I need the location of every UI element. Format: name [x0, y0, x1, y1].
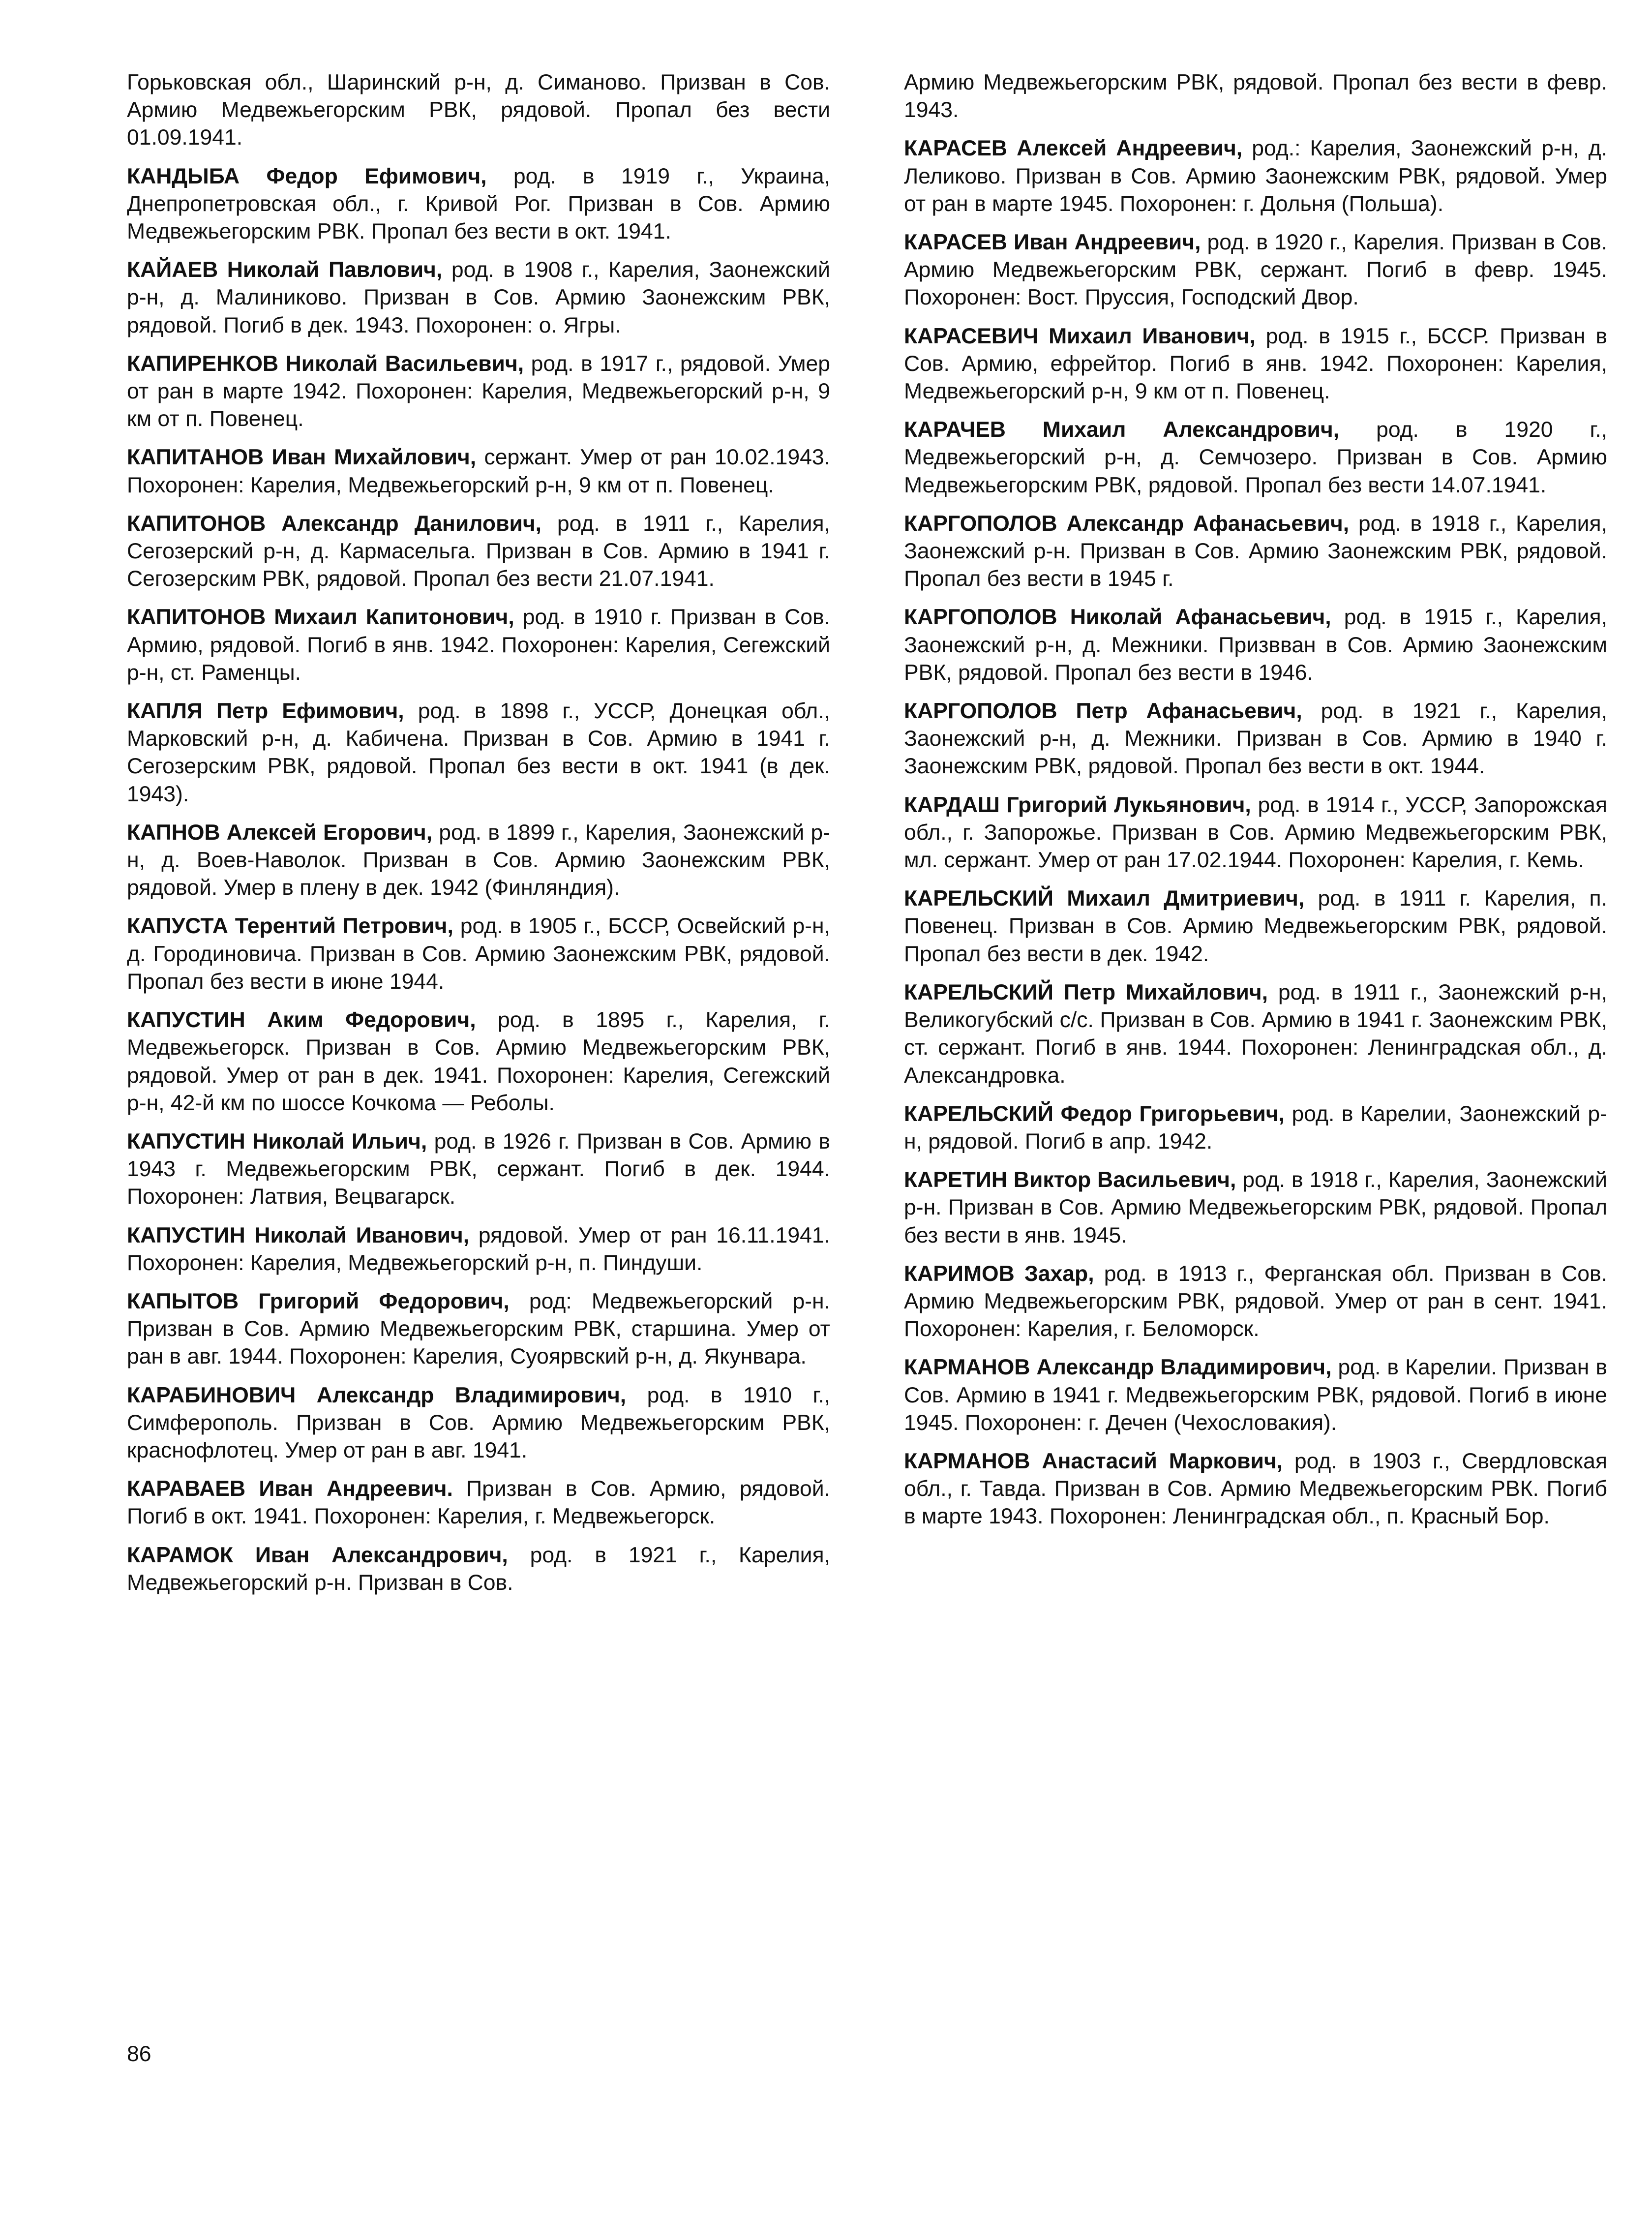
- entry-name: КАРГОПОЛОВ Николай Афанасьевич,: [904, 605, 1331, 630]
- entry-text: род. в 1920 г., Медвежьегорский р-н, д. Семчозеро. Призван в Сов. Армию Медвежьегорским РВК, рядовой. Пропал без вести 14.07.1941.: [904, 418, 1607, 497]
- entry-text: род. в 1917 г., рядовой. Умер от ран в марте 1942. Похоронен: Карелия, Медвежьегорский р-н, 9 км от п. Повенец.: [127, 351, 830, 431]
- entry-name: КАПУСТА Терентий Петрович,: [127, 914, 453, 939]
- entry-text: род. в 1903 г., Свердловская обл., г. Тавда. Призван в Сов. Армию Медвежьегорским РВК. Погиб в марте 1943. Похоронен: Ленинградская обл., п. Красный Бор.: [904, 1449, 1607, 1529]
- entry-text: род. в 1918 г., Карелия, Заонежский р-н. Призван в Сов. Армию Заонежским РВК, рядовой. Пропал без вести в 1945 г.: [904, 511, 1607, 591]
- entry-text: род. в 1915 г., БССР. Призван в Сов. Армию, ефрейтор. Погиб в янв. 1942. Похоронен: Карелия, Медвежьегорский р-н, 9 км от п. Повенец.: [904, 324, 1607, 404]
- entry-text: род. в 1908 г., Карелия, Заонежский р-н, д. Малиниково. Призван в Сов. Армию Заонежским РВК, рядовой. Погиб в дек. 1943. Похоронен: о. Ягры.: [127, 258, 830, 337]
- entry: [904, 885, 1607, 968]
- entry-name: КАРМАНОВ Александр Владимирович,: [904, 1355, 1332, 1380]
- entry-text: род: Медвежьегорский р-н. Призван в Сов. Армию Медвежьегорским РВК, старшина. Умер от ран в авг. 1944. Похоронен: Карелия, Суоярвский р-н, д. Якунвара.: [127, 1289, 830, 1369]
- entry-text: род. в 1913 г., Ферганская обл. Призван в Сов. Армию Медвежьегорским РВК, рядовой. Умер от ран в сент. 1941. Похоронен: Карелия, г. Беломорск.: [904, 1261, 1607, 1341]
- entry-name: КАПИРЕНКОВ Николай Васильевич,: [127, 351, 524, 376]
- entry: [127, 444, 830, 499]
- entry-text: род. в 1918 г., Карелия, Заонежский р-н. Призван в Сов. Армию Медвежьегорским РВК, рядовой. Пропал без вести в янв. 1945.: [904, 1168, 1607, 1247]
- entry-text: род. в Карелии. Призван в Сов. Армию в 1941 г. Медвежьегорским РВК, рядовой. Погиб в июне 1945. Похоронен: г. Дечен (Чехословакия).: [904, 1355, 1607, 1435]
- entry: [127, 510, 830, 593]
- entry: [904, 229, 1607, 312]
- entry-text: род. в 1910 г. Призван в Сов. Армию, рядовой. Погиб в янв. 1942. Похоронен: Карелия, Сегежский р-н, ст. Раменцы.: [127, 605, 831, 685]
- entry-text: род. в 1919 г., Украина, Днепропетровская обл., г. Кривой Рог. Призван в Сов. Армию Медвежьегорским РВК. Пропал без вести в окт. 1941.: [127, 164, 830, 244]
- entry-name: КАРЕЛЬСКИЙ Михаил Дмитриевич,: [904, 886, 1305, 911]
- entry: [127, 1288, 830, 1371]
- right-column: [904, 69, 1607, 1542]
- entry: [904, 1100, 1607, 1155]
- entry-text: род. в 1910 г., Симферополь. Призван в Сов. Армию Медвежьегорским РВК, краснофлотец. Умер от ран в авг. 1941.: [127, 1383, 830, 1462]
- entry-name: КАПНОВ Алексей Егорович,: [127, 820, 433, 845]
- entry: [904, 510, 1607, 593]
- entry-name: КАРМАНОВ Анастасий Маркович,: [904, 1449, 1283, 1473]
- entry: [127, 1006, 830, 1117]
- entry-name: КАРАМОК Иван Александрович,: [127, 1543, 508, 1567]
- entry-name: КАРДАШ Григорий Лукьянович,: [904, 792, 1251, 817]
- entry-name: КАРАСЕВ Алексей Андреевич,: [904, 136, 1243, 161]
- entry-text: рядовой. Умер от ран 16.11.1941. Похоронен: Карелия, Медвежьегорский р-н, п. Пиндуши.: [127, 1223, 830, 1275]
- entry: [127, 604, 830, 687]
- entry-name: КАПУСТИН Николай Ильич,: [127, 1129, 427, 1154]
- entry-name: КАРЕЛЬСКИЙ Петр Михайлович,: [904, 980, 1268, 1004]
- entry: [127, 1382, 830, 1465]
- entry: [904, 69, 1607, 124]
- entry: [127, 163, 830, 246]
- entry: [904, 698, 1607, 781]
- entry-name: КАНДЫБА Федор Ефимович,: [127, 164, 487, 188]
- entry-text: род. в 1898 г., УССР, Донецкая обл., Марковский р-н, д. Кабичена. Призван в Сов. Армию в 1941 г. Сегозерским РВК, рядовой. Пропал без вести в окт. 1941 (в дек. 1943).: [127, 699, 830, 806]
- entry-name: КАРГОПОЛОВ Александр Афанасьевич,: [904, 511, 1350, 536]
- entry: [904, 1166, 1607, 1249]
- entry: [904, 979, 1607, 1090]
- entry-name: КАПЛЯ Петр Ефимович,: [127, 699, 404, 724]
- entry-name: КАПИТАНОВ Иван Михайлович,: [127, 445, 477, 470]
- left-column: [127, 69, 830, 1608]
- entry: [127, 256, 830, 339]
- entry: [904, 1448, 1607, 1531]
- entry-text: Призван в Сов. Армию, рядовой. Погиб в окт. 1941. Похоронен: Карелия, г. Медвежьегорск.: [127, 1477, 830, 1529]
- entry: [127, 1222, 830, 1277]
- entry: [127, 69, 830, 152]
- entry-text: сержант. Умер от ран 10.02.1943. Похоронен: Карелия, Медвежьегорский р-н, 9 км от п. Повенец.: [127, 445, 830, 497]
- entry-text: род.: Карелия, Заонежский р-н, д. Леликово. Призван в Сов. Армию Заонежским РВК, рядовой. Умер от ран в марте 1945. Похоронен: г. Дольня (Польша).: [904, 136, 1607, 216]
- entry-name: КАРЕЛЬСКИЙ Федор Григорьевич,: [904, 1101, 1285, 1126]
- entry: [904, 791, 1607, 875]
- entry-text: род. в 1911 г., Заонежский р-н, Великогубский с/с. Призван в Сов. Армию в 1941 г. Заонежским РВК, ст. сержант. Погиб в янв. 1944. Похоронен: Ленинградская обл., д. Александровка.: [904, 980, 1607, 1088]
- entry: [904, 416, 1607, 499]
- entry-text: Горьковская обл., Шаринский р-н, д. Симаново. Призван в Сов. Армию Медвежьегорским РВК, рядовой. Пропал без вести 01.09.1941.: [127, 70, 830, 150]
- entry: [904, 323, 1607, 406]
- entry-text: род. в 1921 г., Карелия, Заонежский р-н, д. Межники. Призван в Сов. Армию в 1940 г. Заонежским РВК, рядовой. Пропал без вести в окт. 1944.: [904, 699, 1607, 779]
- entry-name: КАРАЧЕВ Михаил Александрович,: [904, 418, 1340, 442]
- entry-name: КАРАБИНОВИЧ Александр Владимирович,: [127, 1383, 627, 1407]
- entry-name: КАПУСТИН Аким Федорович,: [127, 1008, 476, 1033]
- entry-text: род. в 1905 г., БССР, Освейский р-н, д. Городиновича. Призван в Сов. Армию Заонежским РВК, рядовой. Пропал без вести в июне 1944.: [127, 914, 830, 994]
- entry-name: КАРГОПОЛОВ Петр Афанасьевич,: [904, 699, 1302, 724]
- entry-text: род. в 1914 г., УССР, Запорожская обл., г. Запорожье. Призван в Сов. Армию Медвежьегорским РВК, мл. сержант. Умер от ран 17.02.1944. Похоронен: Карелия, г. Кемь.: [904, 792, 1607, 873]
- entry: [127, 1475, 830, 1530]
- entry-text: род. в 1911 г. Карелия, п. Повенец. Призван в Сов. Армию Медвежьегорским РВК, рядовой. Пропал без вести в дек. 1942.: [904, 886, 1607, 966]
- entry-name: КАПИТОНОВ Михаил Капитонович,: [127, 605, 514, 630]
- entry-text: род. в 1895 г., Карелия, г. Медвежьегорск. Призван в Сов. Армию Медвежьегорским РВК, рядовой. Умер от ран в дек. 1941. Похоронен: Карелия, Сегежский р-н, 42-й км по шоссе Кочкома — Реболы.: [127, 1008, 830, 1115]
- entry: [127, 698, 830, 808]
- entry: [904, 1354, 1607, 1437]
- entry: [127, 350, 830, 433]
- entry: [127, 819, 830, 902]
- entry-text: Армию Медвежьегорским РВК, рядовой. Пропал без вести в февр. 1943.: [904, 70, 1607, 122]
- entry-name: КАРАВАЕВ Иван Андреевич.: [127, 1477, 453, 1501]
- entry-text: род. в 1915 г., Карелия, Заонежский р-н, д. Межники. Призвван в Сов. Армию Заонежским РВК, рядовой. Пропал без вести в 1946.: [904, 605, 1607, 685]
- entry-text: род. в 1920 г., Карелия. Призван в Сов. Армию Медвежьегорским РВК, сержант. Погиб в февр. 1945. Похоронен: Вост. Пруссия, Господский Двор.: [904, 230, 1607, 310]
- entry: [904, 1260, 1607, 1343]
- entry-text: род. в 1926 г. Призван в Сов. Армию в 1943 г. Медвежьегорским РВК, сержант. Погиб в дек. 1944. Похоронен: Латвия, Вецвагарск.: [127, 1129, 830, 1209]
- entry: [904, 135, 1607, 218]
- page-number: 86: [127, 2042, 151, 2066]
- entry-text: род. в 1899 г., Карелия, Заонежский р-н, д. Воев-Наволок. Призван в Сов. Армию Заонежским РВК, рядовой. Умер в плену в дек. 1942 (Финляндия).: [127, 820, 830, 900]
- entry: [904, 604, 1607, 687]
- entry-text: род. в Карелии, Заонежский р-н, рядовой. Погиб в апр. 1942.: [904, 1101, 1607, 1154]
- entry-name: КАПИТОНОВ Александр Данилович,: [127, 511, 542, 536]
- entry: [127, 1542, 830, 1597]
- entry-name: КАРИМОВ Захар,: [904, 1261, 1094, 1286]
- entry-name: КАПЫТОВ Григорий Федорович,: [127, 1289, 510, 1313]
- entry-name: КАЙАЕВ Николай Павлович,: [127, 258, 443, 282]
- entry-text: род. в 1911 г., Карелия, Сегозерский р-н, д. Кармасельга. Призван в Сов. Армию в 1941 г. Сегозерским РВК, рядовой. Пропал без вести 21.07.1941.: [127, 511, 830, 591]
- entry: [127, 912, 830, 996]
- entry: [127, 1128, 830, 1211]
- entry-text: род. в 1921 г., Карелия, Медвежьегорский р-н. Призван в Сов.: [127, 1543, 830, 1595]
- entry-name: КАРЕТИН Виктор Васильевич,: [904, 1168, 1236, 1192]
- entry-name: КАРАСЕВ Иван Андреевич,: [904, 230, 1201, 255]
- entry-name: КАРАСЕВИЧ Михаил Иванович,: [904, 324, 1256, 348]
- entry-name: КАПУСТИН Николай Иванович,: [127, 1223, 470, 1247]
